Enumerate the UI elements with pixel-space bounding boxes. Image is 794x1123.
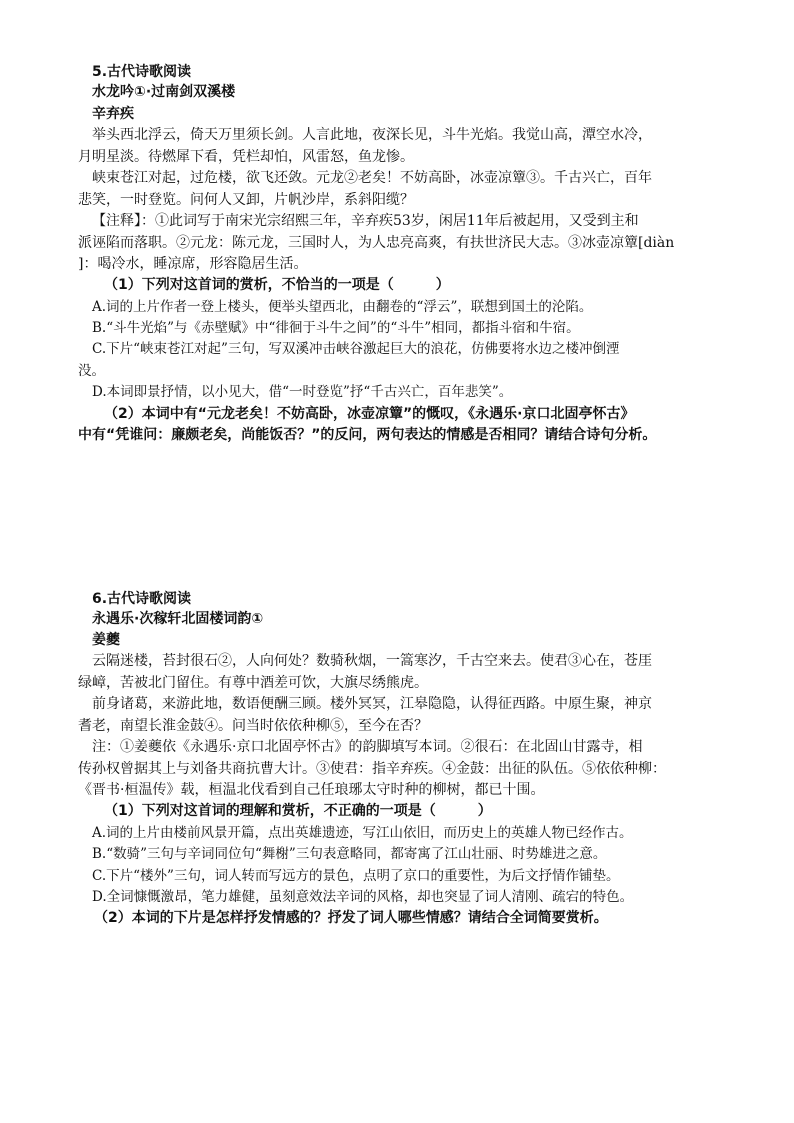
q6-author: 姜夔 bbox=[92, 632, 120, 648]
q5-poem-title: 水龙吟①·过南剑双溪楼 bbox=[92, 84, 236, 100]
q5-note-line: 派诬陷而落职。②元龙：陈元龙，三国时人，为人忠亮高爽，有扶世济民大志。③冰壶凉簟[diàn bbox=[78, 235, 675, 251]
q5-poem-line: 悲笑，一时登览。问何人又卸，片帆沙岸，系斜阳缆？ bbox=[78, 192, 414, 208]
q5-subquestion-2: （2）本词中有“元龙老矣！不妨高卧，冰壶凉簟”的慨叹，《永遇乐·京口北固亭怀古》 bbox=[104, 406, 635, 422]
q6-poem-line: 云隔迷楼，苔封很石②，人向何处？数骑秋烟，一篙寒汐，千古空来去。使君③心在，苍厓 bbox=[92, 653, 652, 669]
q6-poem-line: 前身诸葛，来游此地，数语便酬三顾。楼外冥冥，江皋隐隐，认得征西路。中原生聚，神京 bbox=[92, 696, 652, 712]
q5-subquestion-2-cont: 中有“凭谁问：廉颇老矣，尚能饭否？”的反问，两句表达的情感是否相同？请结合诗句分析。 bbox=[78, 427, 657, 443]
q5-note-line: 【注释】：①此词写于南宋光宗绍熙三年，辛弃疾53岁，闲居11年后被起用，又受到主和 bbox=[92, 213, 639, 229]
q6-note-line: 注：①姜夔依《永遇乐·京口北固亭怀古》的韵脚填写本词。②很石：在北固山甘露寺，相 bbox=[92, 739, 643, 755]
q6-poem-line: 耆老，南望长淮金鼓④。问当时依依种柳⑤，至今在否？ bbox=[78, 718, 428, 734]
q5-option-d: D.本词即景抒情，以小见大，借“一时登览”抒“千古兴亡，百年悲笑”。 bbox=[92, 384, 513, 400]
q6-option-c: C.下片“楼外”三句，词人转而写远方的景色，点明了京口的重要性，为后文抒情作铺垫。 bbox=[92, 868, 620, 884]
q6-subquestion-1: （1）下列对这首词的理解和赏析，不正确的一项是（ ） bbox=[104, 803, 492, 819]
q5-author: 辛弃疾 bbox=[92, 106, 134, 122]
q6-poem-line: 绿嶂，苦被北门留住。有尊中酒差可饮，大旗尽绣熊虎。 bbox=[78, 675, 428, 691]
q5-note-line: ]：喝冷水，睡凉席，形容隐居生活。 bbox=[78, 256, 308, 272]
q6-option-b: B.“数骑”三句与辛词同位句“舞榭”三句表意略同，都寄寓了江山壮丽、时势雄进之意。 bbox=[92, 846, 607, 862]
q5-poem-line: 峡束苍江对起，过危楼，欲飞还敛。元龙②老矣！不妨高卧，冰壶凉簟③。千古兴亡，百年 bbox=[92, 170, 652, 186]
q6-option-d: D.全词慷慨激昂，笔力雄健，虽刻意效法辛词的风格，却也突显了词人清刚、疏宕的特色。 bbox=[92, 889, 634, 905]
q5-option-c: C.下片“峡束苍江对起”三句，写双溪冲击峡谷激起巨大的浪花，仿佛要将水边之楼冲倒湮 bbox=[92, 341, 620, 357]
q6-poem-title: 永遇乐·次稼轩北固楼词韵① bbox=[92, 611, 264, 627]
q5-option-b: B.“斗牛光焰”与《赤壁赋》中“徘徊于斗牛之间”的“斗牛”相同，都指斗宿和牛宿。 bbox=[92, 320, 580, 336]
q5-subquestion-1: （1）下列对这首词的赏析，不恰当的一项是（ ） bbox=[104, 277, 450, 293]
q6-note-line: 传孙权曾据其上与刘备共商抗曹大计。③使君：指辛弃疾。④金鼓：出征的队伍。⑤依依种柳： bbox=[78, 761, 666, 777]
q5-heading: 5.古代诗歌阅读 bbox=[92, 64, 192, 80]
q5-poem-line: 月明星淡。待燃犀下看，凭栏却怕，风雷怒，鱼龙惨。 bbox=[78, 149, 414, 165]
q6-heading: 6.古代诗歌阅读 bbox=[92, 591, 192, 607]
q5-option-c-cont: 没。 bbox=[78, 363, 105, 379]
q6-option-a: A.词的上片由楼前风景开篇，点出英雄遗迹，写江山依旧，而历史上的英雄人物已经作古。 bbox=[92, 825, 633, 841]
q5-option-a: A.词的上片作者一登上楼头，便举头望西北，由翻卷的“浮云”，联想到国土的沦陷。 bbox=[92, 299, 593, 315]
q5-poem-line: 举头西北浮云，倚天万里须长剑。人言此地，夜深长见，斗牛光焰。我觉山高，潭空水冷， bbox=[92, 127, 652, 143]
q6-subquestion-2: （2）本词的下片是怎样抒发情感的？抒发了词人哪些情感？请结合全词简要赏析。 bbox=[94, 910, 608, 926]
q6-note-line: 《晋书·桓温传》载，桓温北伐看到自己任琅琊太守时种的柳树，都已十围。 bbox=[78, 782, 545, 798]
